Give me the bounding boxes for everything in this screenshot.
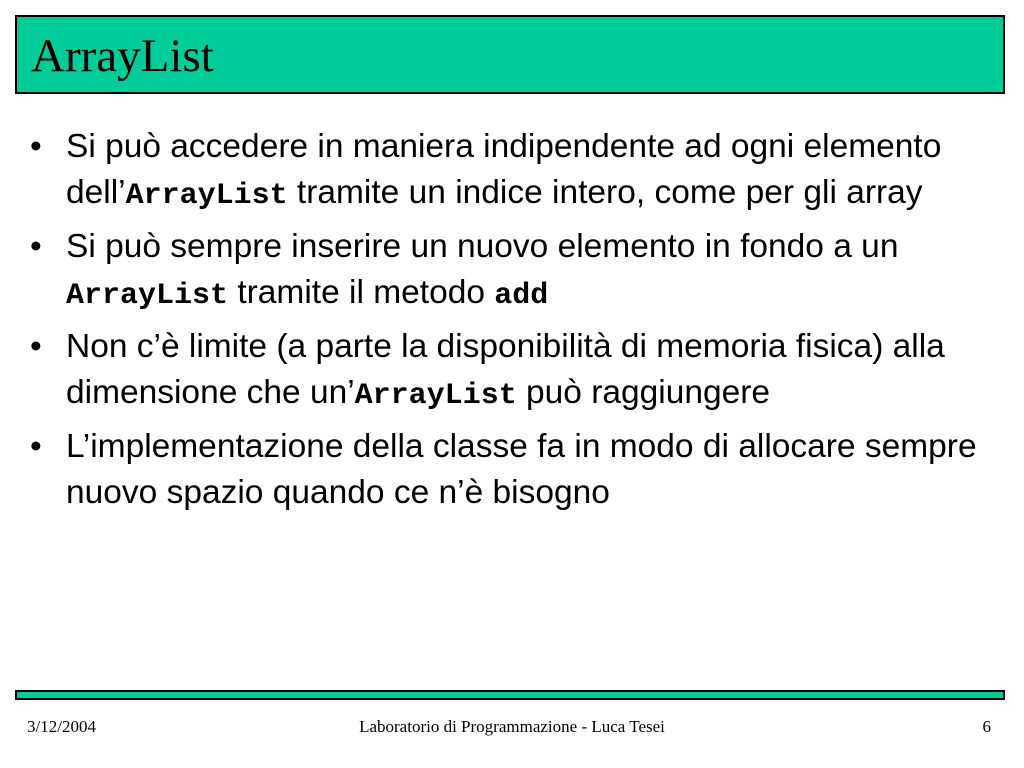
bullet-marker: • (30, 128, 42, 165)
bullet-text: può raggiungere (516, 374, 771, 411)
bullet-text: L’implementazione della classe fa in modo di allocare sempre nuovo spazio quando ce n’è bisogno (66, 428, 977, 511)
page-number: 6 (982, 717, 991, 736)
bullet-text: Non c’è limite (a parte la disponibilità di memoria fisica) alla dimensione che un’ (66, 328, 945, 411)
bullet-item (0, 324, 1024, 419)
footer-center-text: Laboratorio di Programmazione - Luca Tesei (359, 717, 665, 736)
bullet-text: Si può sempre inserire un nuovo elemento in fondo a un (66, 228, 899, 265)
bullet-marker: • (30, 328, 42, 365)
footer-rule (15, 690, 1005, 700)
footer-date: 3/12/2004 (27, 717, 96, 736)
slide-title: ArrayList (31, 30, 214, 82)
bullet-marker: • (30, 428, 42, 465)
bullet-text: tramite il metodo (228, 274, 495, 311)
bullet-item (0, 424, 1024, 516)
bullet-item (0, 224, 1024, 319)
bullet-list (0, 124, 1024, 521)
code-term: ArrayList (66, 279, 229, 313)
title-banner (15, 15, 1005, 94)
bullet-item (0, 124, 1024, 219)
code-term: add (494, 279, 549, 313)
code-term: ArrayList (125, 179, 288, 213)
code-term: ArrayList (354, 379, 517, 413)
bullet-marker: • (30, 228, 42, 265)
bullet-text: Si può accedere in maniera indipendente ad ogni elemento dell’ (66, 128, 942, 211)
bullet-text: tramite un indice intero, come per gli array (287, 174, 923, 211)
